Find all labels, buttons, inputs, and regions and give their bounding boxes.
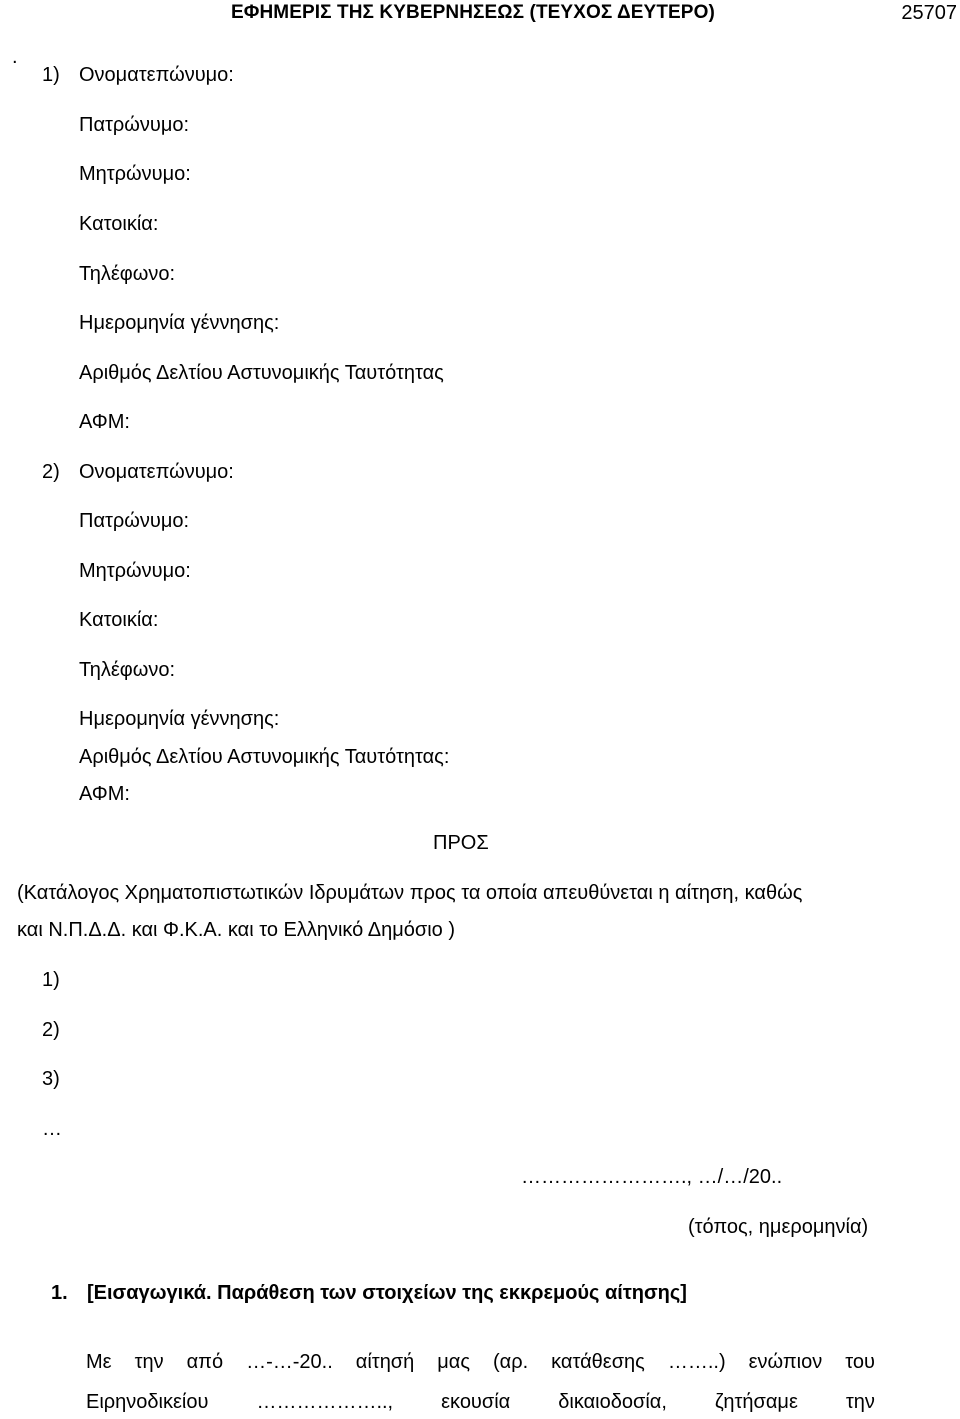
body-word: από	[186, 1351, 224, 1373]
applicant-1-birthdate-label: Ημερομηνία γέννησης:	[79, 312, 280, 334]
body-word: δικαιοδοσία,	[558, 1391, 667, 1413]
applicant-2-birthdate-label: Ημερομηνία γέννησης:	[79, 708, 280, 730]
page-number: 25707	[901, 2, 957, 24]
recipients-note-line-2: και Ν.Π.Δ.Δ. και Φ.Κ.Α. και το Ελληνικό Δημόσιο )	[17, 919, 455, 941]
recipient-item-ellipsis: …	[42, 1118, 62, 1140]
body-word: αίτησή	[355, 1351, 415, 1373]
body-word: μας	[437, 1351, 471, 1373]
body-text-line-2	[86, 1390, 875, 1414]
stray-mark: .	[12, 46, 18, 68]
applicant-2-tax-id-label: ΑΦΜ:	[79, 783, 130, 805]
recipient-item-3: 3)	[42, 1068, 60, 1090]
applicant-2-number: 2)	[42, 461, 60, 483]
recipient-item-2: 2)	[42, 1019, 60, 1041]
body-word: ζητήσαμε	[714, 1391, 798, 1413]
applicant-1-residence-label: Κατοικία:	[79, 213, 159, 235]
body-text-line-1	[86, 1350, 875, 1374]
applicant-1-tax-id-label: ΑΦΜ:	[79, 411, 130, 433]
gazette-header-title: ΕΦΗΜΕΡΙΣ ΤΗΣ ΚΥΒΕΡΝΗΣΕΩΣ (ΤΕΥΧΟΣ ΔΕΥΤΕΡΟ)	[231, 2, 715, 23]
place-date-line: ……………………., …/…/20..	[521, 1166, 783, 1188]
applicant-1-id-card-label: Αριθμός Δελτίου Αστυνομικής Ταυτότητας	[79, 362, 444, 384]
body-word: εκουσία	[441, 1391, 511, 1413]
to-heading: ΠΡΟΣ	[433, 832, 489, 854]
applicant-1-father-name-label: Πατρώνυμο:	[79, 114, 190, 136]
applicant-2-residence-label: Κατοικία:	[79, 609, 159, 631]
applicant-1-mother-name-label: Μητρώνυμο:	[79, 163, 191, 185]
section-1-title: [Εισαγωγικά. Παράθεση των στοιχείων της εκκρεμούς αίτησης]	[87, 1282, 687, 1304]
body-word: την	[845, 1391, 875, 1413]
body-word: ενώπιον	[748, 1351, 823, 1373]
applicant-2-mother-name-label: Μητρώνυμο:	[79, 560, 191, 582]
body-word: κατάθεσης	[551, 1351, 645, 1373]
applicant-2-phone-label: Τηλέφωνο:	[79, 659, 176, 681]
applicant-1-phone-label: Τηλέφωνο:	[79, 263, 176, 285]
body-word: ………………..,	[256, 1391, 394, 1413]
body-word: (αρ.	[493, 1351, 529, 1373]
body-word: Με	[86, 1351, 112, 1373]
body-word: Ειρηνοδικείου	[86, 1391, 209, 1413]
applicant-2-id-card-label: Αριθμός Δελτίου Αστυνομικής Ταυτότητας:	[79, 746, 450, 768]
body-word: …-…-20..	[246, 1351, 333, 1373]
body-word: του	[845, 1351, 875, 1373]
place-date-caption: (τόπος, ημερομηνία)	[688, 1216, 869, 1238]
applicant-2-fullname-label: Ονοματεπώνυμο:	[79, 461, 234, 483]
body-word: την	[134, 1351, 164, 1373]
body-word: ……..)	[667, 1351, 726, 1373]
applicant-1-number: 1)	[42, 64, 60, 86]
recipients-note-line-1: (Κατάλογος Χρηματοπιστωτικών Ιδρυμάτων προς τα οποία απευθύνεται η αίτηση, καθώς	[17, 882, 803, 904]
applicant-2-father-name-label: Πατρώνυμο:	[79, 510, 190, 532]
recipient-item-1: 1)	[42, 969, 60, 991]
applicant-1-fullname-label: Ονοματεπώνυμο:	[79, 64, 234, 86]
section-1-number: 1.	[51, 1282, 68, 1304]
